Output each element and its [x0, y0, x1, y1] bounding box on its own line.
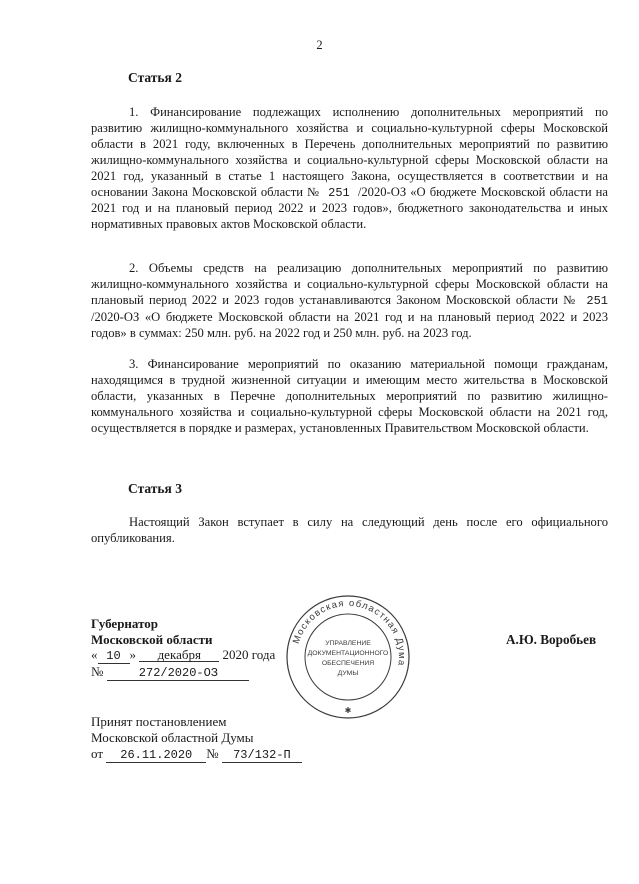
law-number-2: 251: [577, 293, 608, 308]
signature-law-number: 272/2020-ОЗ: [107, 667, 249, 681]
signature-month: декабря: [139, 648, 219, 662]
law-number-line: [91, 664, 275, 681]
article-3-paragraph-1: Настоящий Закон вступает в силу на следующий день после его официального опубликования.: [91, 515, 608, 545]
signature-day: 10: [98, 650, 130, 664]
accepted-from-label: от: [91, 746, 104, 761]
accepted-block: [91, 714, 302, 763]
stamp-line-4: ДУМЫ: [337, 670, 359, 677]
accepted-line-2: Московской областной Думы: [91, 730, 254, 745]
article-2-paragraph-3: 3. Финансирование мероприятий по оказанию материальной помощи гражданам, находящимся в трудной жизненной ситуации и имеющим место жительства в Московской области, указанных в Перечне дополнительных мероприятий по развитию жилищно-коммунального хозяйства и социально-культурной сферы Московской области на 2021 год, осуществляется в порядке и размерах, установленных Правительством Московской области.: [91, 357, 608, 435]
stamp-ring-text: Московская областная Дума: [290, 597, 408, 668]
stamp-line-2: ДОКУМЕНТАЦИОННОГО: [307, 650, 389, 657]
stamp-line-3: ОБЕСПЕЧЕНИЯ: [321, 660, 375, 667]
article-2-paragraph-1: [91, 105, 608, 233]
governor-region: Московской области: [91, 631, 213, 647]
article-2-paragraph-2-rest: /2020-ОЗ «О бюджете Московской области на 2021 год и на плановый период 2022 и 2023 годов» в суммах: 250 млн. руб. на 2022 год и 250 млн. руб. на 2023 год.: [91, 309, 608, 340]
signature-date: « 10 » декабря 2020 года: [91, 647, 276, 663]
article-2-paragraph-1-rest: /2020-ОЗ «О бюджете Московской области на 2021 год и на плановый период 2022 и 2023 годов», бюджетного законодательства и иных нормативных правовых актов Московской области.: [91, 184, 608, 232]
law-number-sign: №: [91, 664, 104, 679]
accepted-date: 26.11.2020: [106, 749, 206, 763]
article-2-paragraph-1-text: 1. Финансирование подлежащих исполнению дополнительных мероприятий по развитию жилищно-коммунального хозяйства и социально-культурной сферы Московской области в 2021 году, включенных в Перечень дополнительных мероприятий по развитию жилищно-коммунального хозяйства и социально-культурной сферы Московской области на 2021 год, указанный в статье 1 настоящего Закона, осуществляется в соответствии и на основании Закона Московской области №: [91, 105, 608, 199]
article-2-paragraph-2: [91, 261, 608, 342]
accepted-line-3: [91, 746, 302, 763]
signature-block: [91, 616, 275, 681]
article-2-paragraph-2-text: 2. Объемы средств на реализацию дополнительных мероприятий по развитию жилищно-коммунального хозяйства и социально-культурной сферы Московской области на плановый период 2022 и 2023 годов устанавливаются Законом Московской области №: [91, 261, 608, 307]
accepted-line-1: Принят постановлением: [91, 714, 227, 729]
accepted-number: 73/132-П: [222, 749, 302, 763]
stamp-star-icon: ✱: [344, 706, 352, 715]
governor-name: А.Ю. Воробьев: [506, 632, 597, 647]
office-stamp: [284, 593, 412, 721]
law-number-1: 251: [320, 185, 358, 200]
page-number: 2: [316, 38, 323, 52]
stamp-line-1: УПРАВЛЕНИЕ: [325, 640, 371, 647]
accepted-number-sign: №: [206, 746, 219, 761]
article-3-heading: Статья 3: [128, 481, 182, 496]
stamp-inner-ring: [305, 614, 391, 700]
governor-title: Губернатор: [91, 616, 159, 631]
signature-year: 2020 года: [222, 647, 276, 662]
article-2-heading: Статья 2: [128, 70, 182, 85]
